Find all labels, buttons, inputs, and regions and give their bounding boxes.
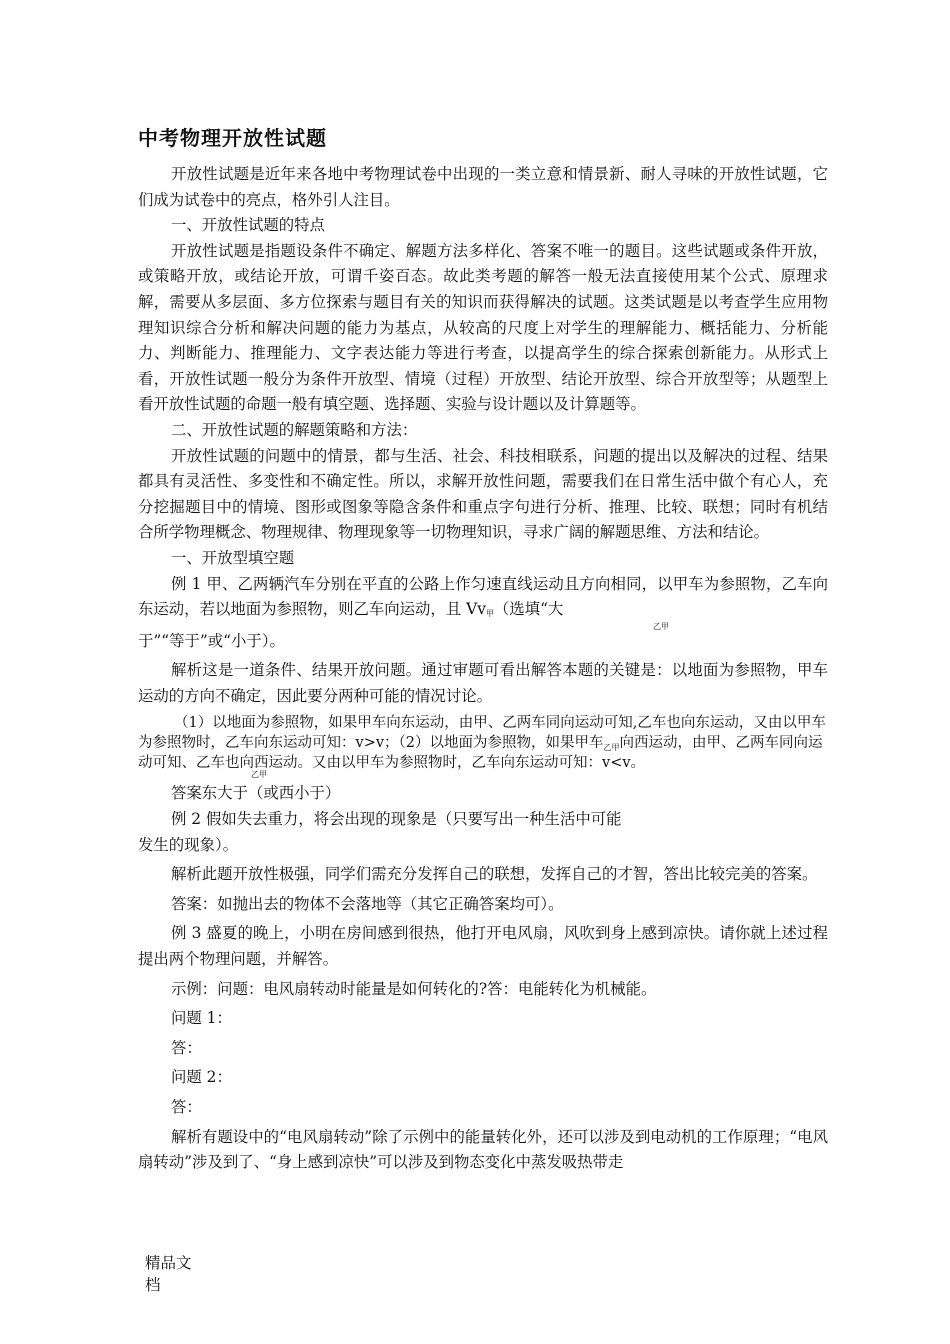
answer-1-label: 答： <box>171 1038 202 1057</box>
example-3-question: 例 3 盛夏的晚上，小明在房间感到很热，他打开电风扇，风吹到身上感到凉快。请你就上述过程提出两个物理问题，并解答。 <box>138 924 828 969</box>
example-1-subscript-b: 乙甲 <box>653 621 669 631</box>
example-1-question <box>138 572 828 623</box>
section-heading-strategy: 二、开放性试题的解题策略和方法： <box>171 420 418 439</box>
footer-line-2: 档 <box>145 1276 161 1294</box>
intro-paragraph: 开放性试题是近年来各地中考物理试卷中出现的一类立意和情景新、耐人寻味的开放性试题，它们成为试卷中的亮点，格外引人注目。 <box>138 165 828 209</box>
example-1-text-a: 例 1 甲、乙两辆汽车分别在平直的公路上作匀速直线运动且方向相同，以甲车为参照物，乙车向东运动，若以地面为参照物，则乙车向运动，且 Vv <box>138 574 828 619</box>
document-title: 中考物理开放性试题 <box>138 126 327 150</box>
example-2-answer: 答案：如抛出去的物体不会落地等（其它正确答案均可）。 <box>171 894 564 913</box>
example-1-text-b: （选填“大 <box>493 600 564 619</box>
example-2-analysis: 解析此题开放性极强，同学们需充分发挥自己的联想，发挥自己的才智，答出比较完美的答案。 <box>171 865 818 884</box>
example-2-question-a: 例 2 假如失去重力，将会出现的现象是（只要写出一种生活中可能 <box>171 810 622 829</box>
example-1-subscript-a: 甲 <box>485 609 494 619</box>
strategy-paragraph: 开放性试题的问题中的情景，都与生活、社会、科技相联系，问题的提出以及解决的过程、结果都具有灵活性、多变性和不确定性。所以，求解开放性问题，需要我们在日常生活中做个有心人，充分挖掘题目中的情境、图形或图象等隐含条件和重点字句进行分析、推理、比较、联想；同时有机结合所学物理概念、物理规律、物理现象等一切物理知识，寻求广阔的解题思维、方法和结论。 <box>138 446 828 542</box>
example-1-answer: 答案东大于（或西小于） <box>171 784 341 803</box>
footer-line-1: 精品文 <box>145 1254 192 1272</box>
question-1-label: 问题 1： <box>171 1009 232 1028</box>
analysis-detail-subscript-a: 乙甲 <box>603 743 620 753</box>
example-1-analysis-detail <box>138 713 828 773</box>
features-paragraph: 开放性试题是指题设条件不确定、解题方法多样化、答案不唯一的题目。这些试题或条件开放，或策略开放，或结论开放，可谓千姿百态。故此类考题的解答一般无法直接使用某个公式、原理求解，需要从多层面、多方位探索与题目有关的知识而获得解决的试题。这类试题是以考查学生应用物理知识综合分析和解决问题的能力为基点，从较高的尺度上对学生的理解能力、概括能力、分析能力、判断能力、推理能力、文字表达能力等进行考查，以提高学生的综合探索创新能力。从形式上看，开放性试题一般分为条件开放型、情境（过程）开放型、结论开放型、综合开放型等；从题型上看开放性试题的命题一般有填空题、选择题、实验与设计题以及计算题等。 <box>138 241 828 414</box>
example-2-question-b: 发生的现象）。 <box>138 835 239 854</box>
answer-2-label: 答： <box>171 1098 202 1116</box>
document-body <box>138 162 828 1176</box>
question-2-label: 问题 2： <box>171 1068 232 1087</box>
analysis-detail-text-a: （1）以地面为参照物，如果甲车向东运动，由甲、乙两车同向运动可知,乙车也向东运动，又由以甲车为参照物时，乙车向东运动可知：v>v；（2）以地面为参照物，如果甲车 <box>138 715 826 752</box>
example-3-demo: 示例：问题：电风扇转动时能量是如何转化的?答：电能转化为机械能。 <box>171 979 657 998</box>
example-3-analysis: 解析有题设中的“电风扇转动”除了示例中的能量转化外，还可以涉及到电动机的工作原理；“电风扇转动”涉及到了、“身上感到凉快”可以涉及到物态变化中蒸发吸热带走 <box>138 1127 828 1172</box>
analysis-detail-subscript-b: 乙甲 <box>251 770 267 780</box>
example-1-question-end: 于”“等于”或“小于）。 <box>138 631 285 650</box>
footer-watermark <box>145 1252 205 1296</box>
analysis-detail-text-b: 向西运动，由甲、乙两车同向运动可知、乙车也向西运动。又由以甲车为参照物时，乙车向东运动可知：v<v。 <box>138 735 823 772</box>
example-1-analysis: 解析这是一道条件、结果开放问题。通过审题可看出解答本题的关键是：以地面为参照物，甲车运动的方向不确定，因此要分两种可能的情况讨论。 <box>138 661 828 705</box>
section-heading-features: 一、开放性试题的特点 <box>171 216 325 235</box>
section-heading-fill-blank: 一、开放型填空题 <box>171 548 295 567</box>
